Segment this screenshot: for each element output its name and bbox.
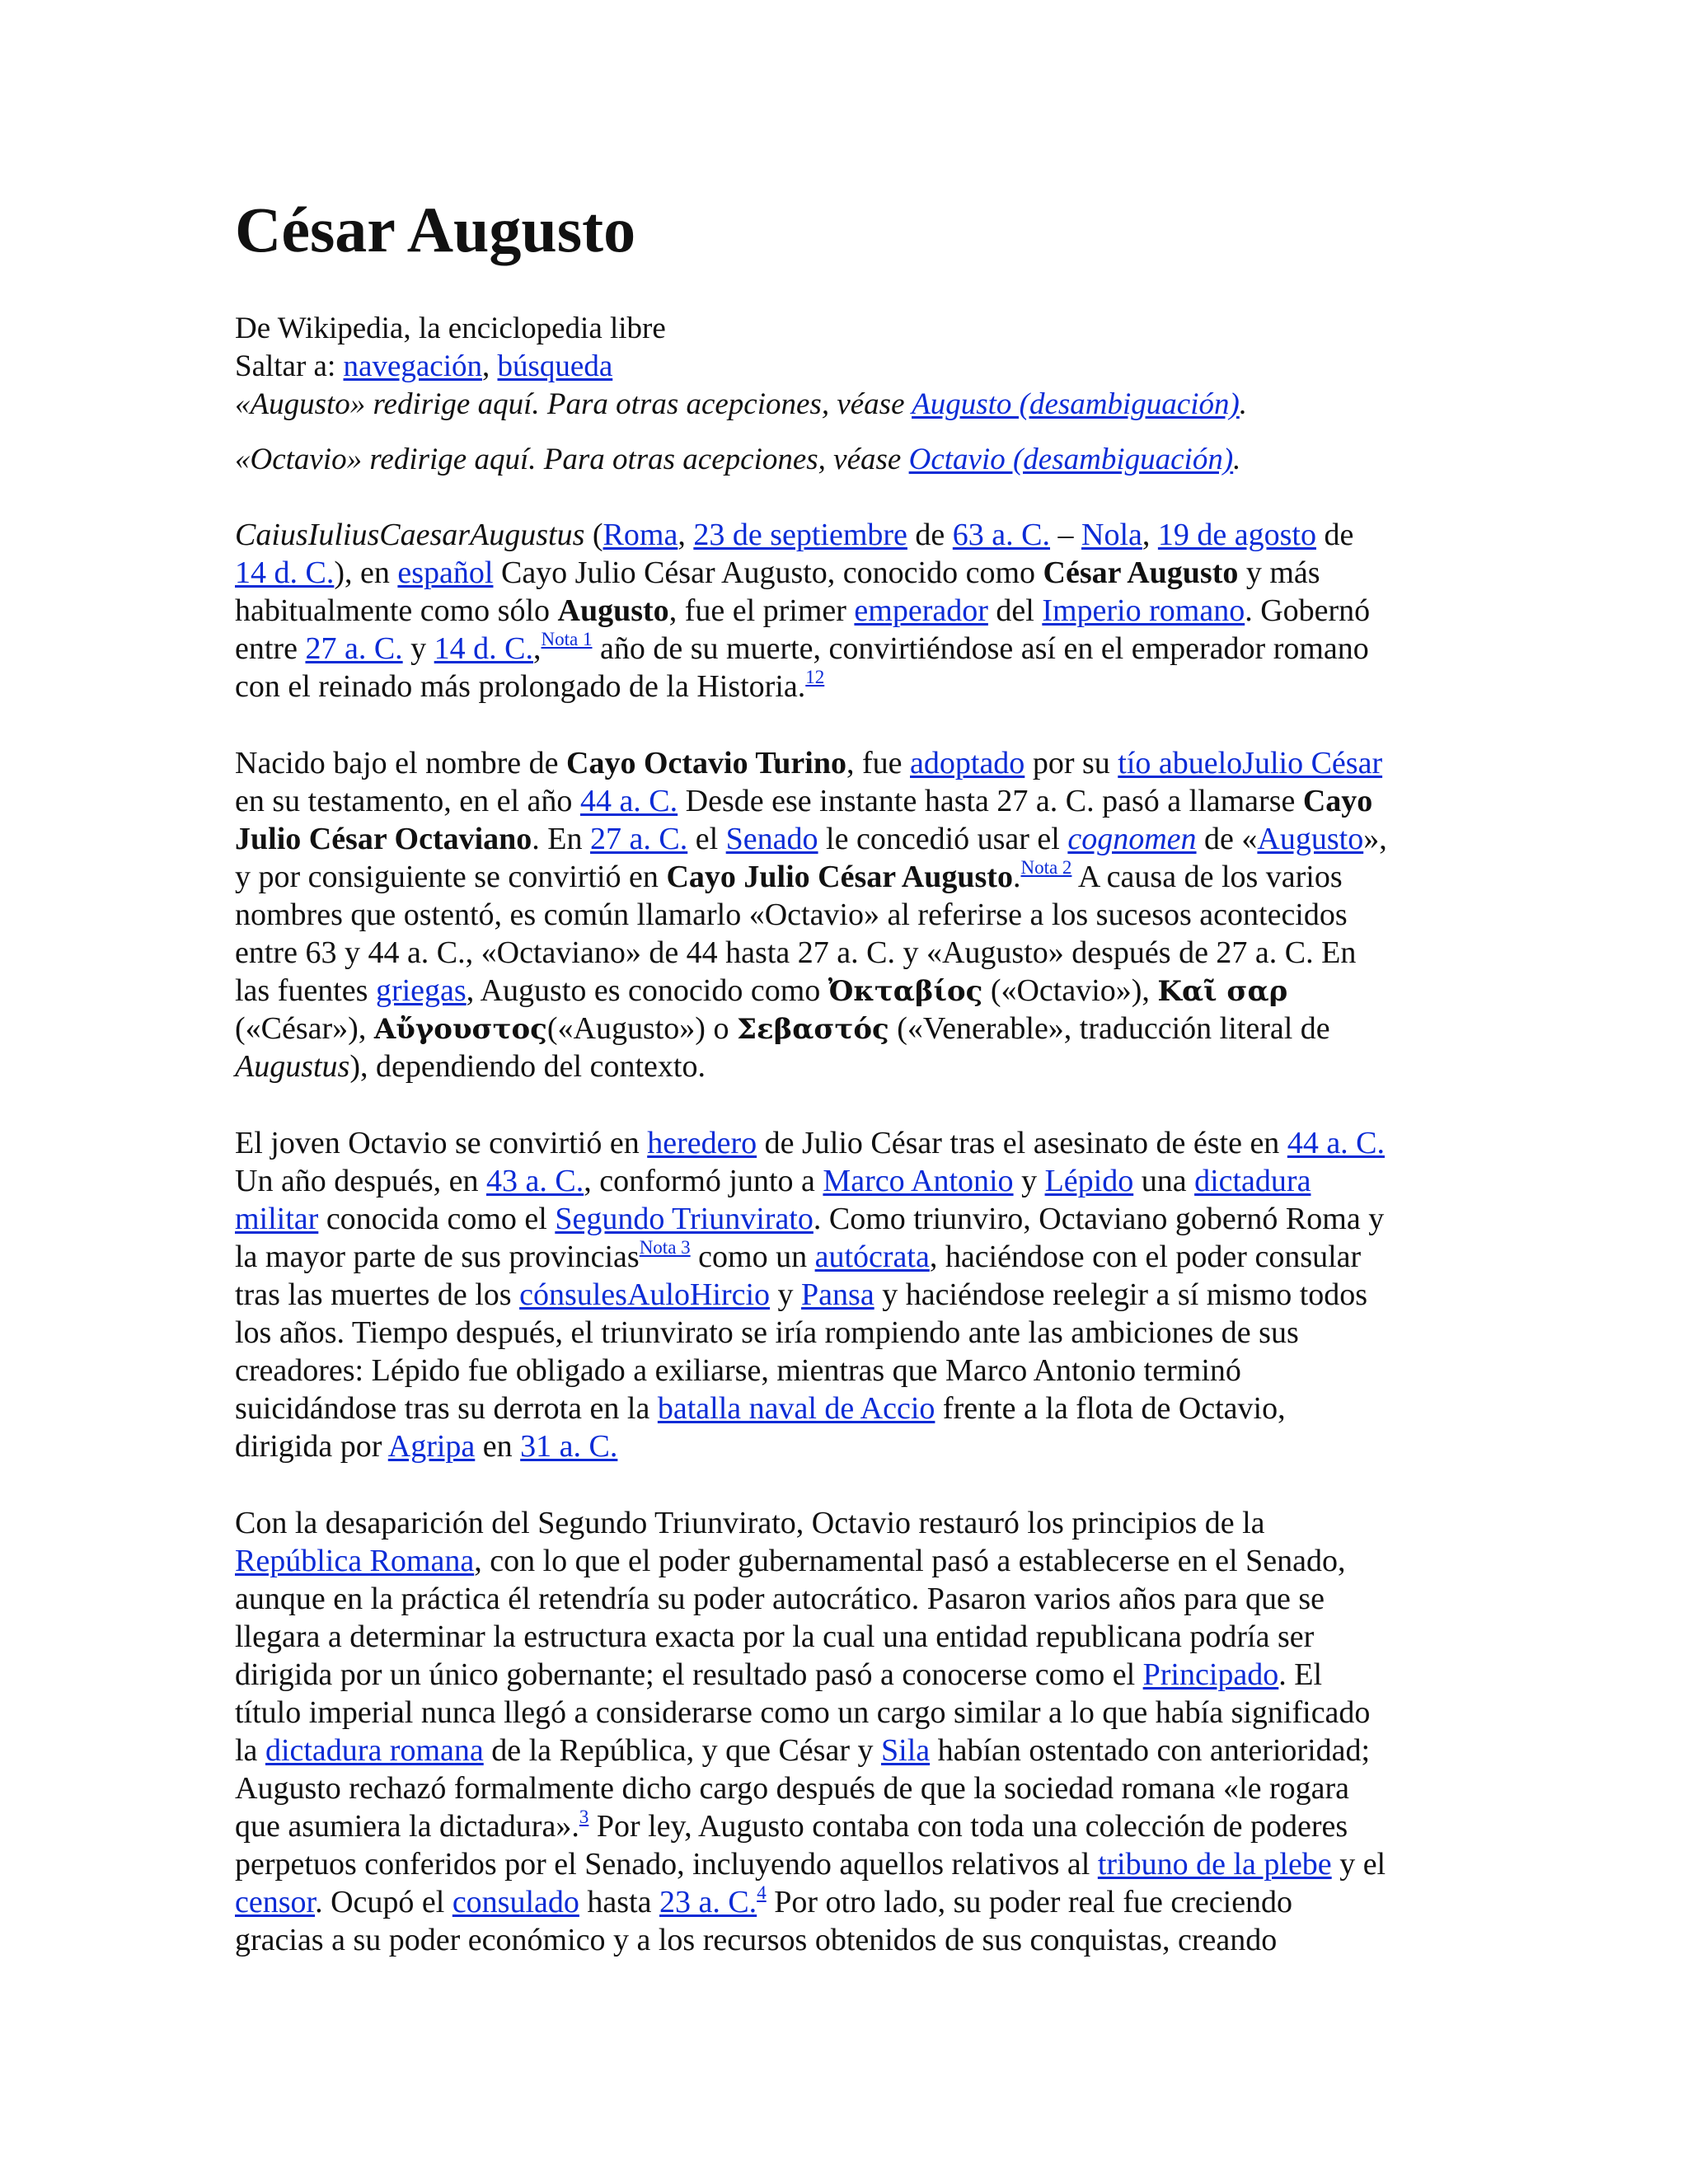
text-line [235, 1125, 1385, 1163]
text-segment: ), dependiendo del contexto. [349, 1049, 706, 1084]
article-link[interactable]: Senado [725, 822, 818, 856]
text-line [235, 555, 1320, 593]
article-link[interactable]: Augusto [1257, 822, 1364, 856]
text-segment: ), en [334, 555, 398, 590]
article-link[interactable]: 63 a. C. [952, 518, 1051, 552]
text-segment: año de su muerte, convirtiéndose así en el emperador romano [592, 631, 1369, 666]
text-segment: y [770, 1277, 802, 1312]
bold-text: Julio César Octaviano [235, 822, 532, 856]
text-segment: Con la desaparición del Segundo Triunvirato, Octavio restauró los principios de la [235, 1506, 1265, 1540]
footnote-reference [1020, 857, 1071, 878]
hatnote-text: «Augusto» redirige aquí. Para otras acepciones, véase [235, 387, 912, 421]
article-link[interactable]: Roma [603, 518, 678, 552]
text-segment: Desde ese instante hasta 27 a. C. pasó a llamarse [678, 784, 1303, 818]
text-segment: aunque en la práctica él retendría su poder autocrático. Pasaron varios años para que se [235, 1582, 1325, 1616]
text-segment: dirigida por [235, 1429, 388, 1464]
text-segment: Un año después, en [235, 1164, 486, 1198]
text-segment: entre 63 y 44 a. C., «Octaviano» de 44 hasta 27 a. C. y «Augusto» después de 27 a. C. En [235, 935, 1357, 970]
text-line [235, 1619, 1314, 1657]
text-segment: . [1012, 860, 1021, 894]
bold-text: César Augusto [1043, 555, 1239, 590]
article-link[interactable]: 14 d. C. [235, 555, 335, 590]
text-segment: , fue el primer [668, 593, 855, 628]
text-segment: y haciéndose reelegir a sí mismo todos [874, 1277, 1368, 1312]
article-link[interactable]: Principado [1142, 1657, 1279, 1692]
article-link[interactable]: República Romana [235, 1544, 475, 1578]
text-line [235, 1732, 1370, 1770]
article-link[interactable]: Segundo Triunvirato [555, 1202, 814, 1236]
text-segment: título imperial nunca llegó a considerarse como un cargo similar a lo que había significado [235, 1695, 1371, 1730]
text-line [235, 1201, 1384, 1239]
text-line [235, 1163, 1311, 1201]
text-segment: de Julio César tras el asesinato de éste en [757, 1126, 1287, 1160]
text-line [235, 1277, 1367, 1315]
text-segment: . Ocupó el [315, 1885, 452, 1919]
text-line [235, 1239, 1361, 1277]
text-segment: frente a la flota de Octavio, [935, 1391, 1286, 1426]
text-segment: el [687, 822, 726, 856]
text-line [235, 1048, 706, 1086]
article-link[interactable]: batalla naval de Accio [657, 1391, 935, 1426]
text-segment: nombres que ostentó, es común llamarlo «Octavio» al referirse a los sucesos acontecidos [235, 898, 1348, 932]
text-segment: las fuentes [235, 973, 376, 1008]
text-segment: suicidándose tras su derrota en la [235, 1391, 658, 1426]
footnote-reference [805, 667, 824, 687]
text-segment: . En [532, 822, 591, 856]
text-segment: . El [1278, 1657, 1323, 1692]
article-link[interactable]: español [397, 555, 494, 590]
text-segment: en su testamento, en el año [235, 784, 580, 818]
text-segment: », [1363, 822, 1387, 856]
text-line [235, 972, 1287, 1010]
text-line [235, 1352, 1241, 1390]
hatnote-end: . [1239, 387, 1248, 421]
article-link[interactable]: 14 d. C. [434, 631, 534, 666]
text-segment: creadores: Lépido fue obligado a exiliarse, mientras que Marco Antonio terminó [235, 1353, 1241, 1388]
text-segment: perpetuos conferidos por el Senado, incluyendo aquellos relativos al [235, 1847, 1098, 1882]
text-segment: por su [1025, 746, 1118, 780]
article-link[interactable]: Imperio romano [1042, 593, 1245, 628]
article-link[interactable]: Lépido [1044, 1164, 1134, 1198]
text-segment: una [1133, 1164, 1195, 1198]
text-segment: («Venerable», traducción literal de [889, 1011, 1330, 1046]
article-link[interactable]: autócrata [814, 1240, 930, 1274]
article-link[interactable]: 43 a. C. [485, 1164, 584, 1198]
text-segment: , conformó junto a [584, 1164, 823, 1198]
text-segment: y [1013, 1164, 1045, 1198]
text-segment: , [533, 631, 542, 666]
text-segment: como un [690, 1240, 815, 1274]
footnote-reference [640, 1237, 691, 1258]
article-link[interactable]: heredero [647, 1126, 757, 1160]
article-link[interactable]: emperador [854, 593, 988, 628]
greek-name: Ὀκταβίος [828, 975, 983, 1008]
octavio-disambiguation-link[interactable]: Octavio (desambiguación) [908, 443, 1234, 476]
footnote-reference-link[interactable]: Nota 3 [639, 1237, 691, 1258]
article-link[interactable]: adoptado [910, 746, 1025, 780]
article-link[interactable]: 44 a. C. [1287, 1126, 1386, 1160]
text-line [235, 1770, 1349, 1808]
text-segment: Por ley, Augusto contaba con toda una colección de poderes [588, 1809, 1348, 1844]
text-segment: dirigida por un único gobernante; el resultado pasó a conocerse como el [235, 1657, 1143, 1692]
text-segment: y el [1331, 1847, 1386, 1882]
text-segment: («César»), [235, 1011, 374, 1046]
article-link[interactable]: cognomen [1067, 822, 1197, 856]
footnote-reference [579, 1807, 589, 1827]
text-line [235, 593, 1370, 630]
italic-text: CaiusIuliusCaesarAugustus [235, 518, 585, 552]
article-link[interactable]: 31 a. C. [520, 1429, 618, 1464]
article-link[interactable]: dictadura romana [265, 1733, 484, 1768]
article-link[interactable]: Sila [881, 1733, 931, 1768]
jump-links [235, 349, 612, 385]
text-segment: ( [584, 518, 603, 552]
text-line [235, 517, 1353, 555]
text-segment: de la República, y que César y [483, 1733, 881, 1768]
text-segment: («Augusto») o [546, 1011, 737, 1046]
text-line [235, 1922, 1277, 1960]
text-segment: los años. Tiempo después, el triunvirato se iría rompiendo ante las ambiciones de sus [235, 1315, 1299, 1350]
text-segment: Por otro lado, su poder real fue creciendo [766, 1885, 1293, 1919]
article-link[interactable]: 23 a. C. [659, 1885, 757, 1919]
text-segment: la [235, 1733, 265, 1768]
footnote-reference [542, 629, 593, 649]
text-line [235, 935, 1356, 972]
text-segment: hasta [579, 1885, 659, 1919]
text-segment: , [678, 518, 694, 552]
text-line [235, 1543, 1345, 1581]
text-line [235, 1846, 1386, 1884]
article-link[interactable]: militar [235, 1202, 319, 1236]
text-segment: , fue [846, 746, 911, 780]
text-segment: Cayo Julio César Augusto, conocido como [493, 555, 1043, 590]
article-link[interactable]: 19 de agosto [1157, 518, 1316, 552]
text-line [235, 897, 1348, 935]
article-link[interactable]: cónsulesAuloHircio [519, 1277, 771, 1312]
text-segment: A causa de los varios [1071, 860, 1343, 894]
footnote-reference-link[interactable]: 4 [757, 1882, 767, 1903]
text-line [235, 783, 1372, 821]
text-segment: con el reinado más prolongado de la Historia. [235, 669, 806, 704]
jump-to-navigation-link[interactable]: navegación [343, 349, 482, 383]
greek-name: Αὔγουστος [373, 1013, 547, 1046]
footnote-reference-link[interactable]: 3 [579, 1807, 589, 1827]
text-segment: , Augusto es conocido como [466, 973, 828, 1008]
bold-text: Cayo [1302, 784, 1373, 818]
text-line [235, 1581, 1325, 1619]
text-line [235, 1694, 1370, 1732]
text-line [235, 1315, 1299, 1352]
text-segment: habían ostentado con anterioridad; [930, 1733, 1371, 1768]
article-link[interactable]: 27 a. C. [590, 822, 688, 856]
article-link[interactable]: Pansa [801, 1277, 874, 1312]
article-link[interactable]: censor [235, 1885, 316, 1919]
text-segment: en [475, 1429, 521, 1464]
text-segment: , haciéndose con el poder consular [929, 1240, 1362, 1274]
bold-text: Augusto [557, 593, 669, 628]
jump-separator: , [482, 349, 498, 383]
text-line [235, 1428, 617, 1466]
text-segment: , con lo que el poder gubernamental pasó a establecerse en el Senado, [474, 1544, 1346, 1578]
text-line [235, 668, 824, 706]
text-line [235, 821, 1387, 859]
footnote-reference-link[interactable]: 12 [805, 667, 825, 687]
text-line [235, 1657, 1322, 1694]
footnote-reference-link[interactable]: Nota 2 [1020, 857, 1072, 878]
text-segment: del [987, 593, 1043, 628]
text-segment: la mayor parte de sus provincias [235, 1240, 640, 1274]
greek-name: Καῖ σαρ [1157, 975, 1288, 1008]
text-segment: El joven Octavio se convirtió en [235, 1126, 648, 1160]
text-segment: habitualmente como sólo [235, 593, 558, 628]
text-segment: y [402, 631, 434, 666]
text-segment: . Gobernó [1245, 593, 1371, 628]
text-line [235, 1505, 1265, 1543]
article-link[interactable]: 44 a. C. [579, 784, 678, 818]
text-segment: , [1142, 518, 1158, 552]
text-line [235, 1390, 1286, 1428]
text-line [235, 859, 1343, 897]
footnote-reference [757, 1882, 767, 1903]
text-segment: gracias a su poder económico y a los recursos obtenidos de sus conquistas, creando [235, 1923, 1278, 1957]
hatnote-octavio [235, 442, 1240, 478]
text-segment: de [907, 518, 953, 552]
bold-text: Cayo Julio César Augusto [666, 860, 1013, 894]
text-segment: Nacido bajo el nombre de [235, 746, 567, 780]
text-segment: y más [1238, 555, 1320, 590]
text-segment: de « [1196, 822, 1258, 856]
jump-to-search-link[interactable]: búsqueda [497, 349, 613, 383]
jump-prefix: Saltar a: [235, 349, 344, 383]
article-link[interactable]: tío abueloJulio César [1118, 746, 1383, 780]
footnote-reference-link[interactable]: Nota 1 [541, 629, 593, 649]
article-link[interactable]: 23 de septiembre [693, 518, 907, 552]
article-link[interactable]: 27 a. C. [305, 631, 403, 666]
text-segment: – [1050, 518, 1082, 552]
text-line [235, 1884, 1292, 1922]
italic-text: Augustus [235, 1049, 350, 1084]
article-link[interactable]: consulado [452, 1885, 579, 1919]
text-line [235, 1010, 1330, 1048]
article-link[interactable]: Nola [1081, 518, 1142, 552]
article-link[interactable]: tribuno de la plebe [1097, 1847, 1332, 1882]
text-line [235, 1808, 1348, 1846]
text-segment: Augusto rechazó formalmente dicho cargo después de que la sociedad romana «le rogara [235, 1771, 1349, 1806]
text-segment: . Como triunviro, Octaviano gobernó Roma y [813, 1202, 1385, 1236]
text-segment: tras las muertes de los [235, 1277, 520, 1312]
page-title: César Augusto [235, 194, 636, 265]
text-segment: entre [235, 631, 306, 666]
bold-text: Cayo Octavio Turino [566, 746, 846, 780]
article-link[interactable]: griegas [375, 973, 467, 1008]
text-line [235, 630, 1369, 668]
article-link[interactable]: Agripa [387, 1429, 476, 1464]
text-segment: conocida como el [318, 1202, 556, 1236]
hatnote-augusto [235, 387, 1247, 423]
site-tagline: De Wikipedia, la enciclopedia libre [235, 312, 666, 345]
hatnote-end: . [1233, 443, 1241, 476]
augusto-disambiguation-link[interactable]: Augusto (desambiguación) [912, 387, 1240, 421]
text-line [235, 745, 1382, 783]
text-segment: de [1315, 518, 1354, 552]
article-link[interactable]: Marco Antonio [823, 1164, 1014, 1198]
text-segment: («Octavio»), [982, 973, 1158, 1008]
text-segment: le concedió usar el [818, 822, 1068, 856]
text-segment: y por consiguiente se convirtió en [235, 860, 667, 894]
text-segment: llegara a determinar la estructura exacta por la cual una entidad republicana podría ser [235, 1619, 1315, 1654]
hatnote-text: «Octavio» redirige aquí. Para otras acepciones, véase [235, 443, 909, 476]
greek-name: Σεβαστός [736, 1013, 889, 1046]
text-segment: que asumiera la dictadura». [235, 1809, 579, 1844]
article-link[interactable]: dictadura [1194, 1164, 1311, 1198]
